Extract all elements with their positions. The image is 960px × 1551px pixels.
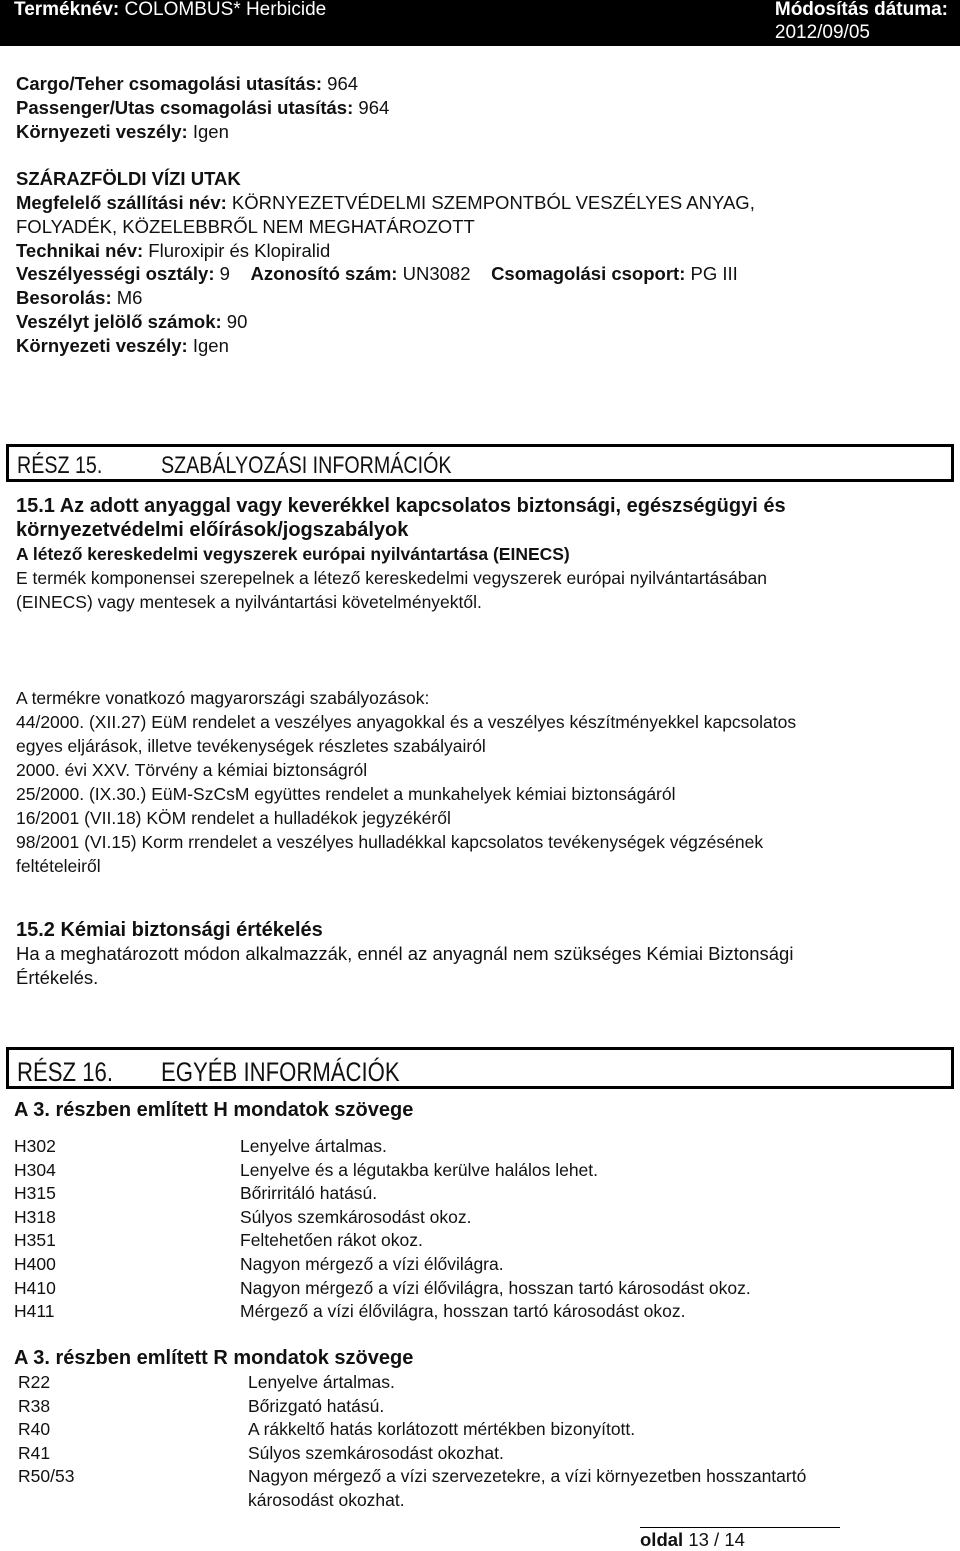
sub-15-2-title: 15.2 Kémiai biztonsági értékelés (16, 919, 323, 941)
env-hazard-value: Igen (192, 120, 229, 142)
section-15-header (6, 444, 954, 482)
un-number-label: Azonosító szám: (250, 263, 398, 285)
packing-group-label: Csomagolási csoport: (491, 263, 686, 285)
r-text: Bőrizgató hatású. (248, 1395, 385, 1416)
page-total: 14 (724, 1529, 745, 1550)
section-15-title: SZABÁLYOZÁSI INFORMÁCIÓK (161, 452, 452, 479)
table-row (18, 1372, 806, 1396)
r-code (18, 1490, 248, 1514)
h-code: H410 (14, 1277, 56, 1298)
page-current: 13 (688, 1529, 709, 1550)
r-code: R50/53 (18, 1466, 75, 1487)
h-text: Feltehetően rákot okoz. (240, 1230, 423, 1251)
table-row (18, 1419, 806, 1443)
table-row (14, 1278, 751, 1302)
classification-label: Besorolás: (16, 287, 112, 309)
table-row (14, 1254, 751, 1278)
sub-15-2 (16, 918, 951, 990)
table-row (14, 1136, 751, 1160)
r-phrases-block (14, 1347, 806, 1514)
h-text: Nagyon mérgező a vízi élővilágra, hosszan tartó károsodást okoz. (240, 1277, 751, 1298)
passenger-label: Passenger/Utas csomagolási utasítás: (16, 96, 354, 118)
hazard-class-label: Veszélyességi osztály: (16, 263, 215, 285)
env-hazard2-value: Igen (192, 334, 229, 356)
hu-regulation-line: egyes eljárások, illetve tevékenységek részletes szabályairól (16, 736, 486, 756)
revision-label: Módosítás dátuma: (774, 0, 948, 20)
h-text: Súlyos szemkárosodást okoz. (240, 1206, 472, 1227)
r-text: Lenyelve ártalmas. (248, 1372, 395, 1392)
r-code: R40 (18, 1419, 51, 1440)
h-text: Bőrirritáló hatású. (240, 1183, 378, 1204)
r-text: A rákkeltő hatás korlátozott mértékben bizonyított. (248, 1419, 636, 1440)
r-phrases-title: A 3. részben említett R mondatok szövege (14, 1347, 414, 1369)
un-number-value: UN3082 (402, 263, 471, 285)
classification-value: M6 (116, 287, 143, 309)
section-16-title: EGYÉB INFORMÁCIÓK (161, 1057, 400, 1087)
table-row (18, 1490, 806, 1514)
h-code: H400 (14, 1253, 56, 1274)
packing-group-value: PG III (690, 263, 738, 285)
section-16-header (6, 1047, 954, 1089)
r-text: Súlyos szemkárosodást okozhat. (248, 1442, 504, 1463)
shipping-name-label: Megfelelő szállítási név: (16, 191, 227, 213)
sub-15-2-text-cont: Értékelés. (16, 967, 99, 988)
table-row (14, 1230, 751, 1254)
product-name-field (14, 0, 326, 20)
page-separator: / (714, 1529, 720, 1550)
footer-rule (640, 1527, 840, 1528)
sub-15-2-text: Ha a meghatározott módon alkalmazzák, ennél az anyagnál nem szükséges Kémiai Biztonsági (16, 943, 794, 964)
h-text: Lenyelve és a légutakba kerülve halálos lehet. (240, 1159, 599, 1180)
product-name: COLOMBUS* Herbicide (124, 0, 327, 20)
r-code: R41 (18, 1442, 51, 1463)
env-hazard-label: Környezeti veszély: (16, 120, 188, 142)
shipping-name-value: KÖRNYEZETVÉDELMI SZEMPONTBÓL VESZÉLYES ANYAG, (231, 191, 755, 213)
hu-regulations (16, 686, 951, 878)
h-phrases-title: A 3. részben említett H mondatok szövege (14, 1099, 414, 1121)
r-text: károsodást okozhat. (248, 1489, 405, 1510)
transport-info (16, 72, 946, 358)
hu-regulations-title: A termékre vonatkozó magyarországi szabályozások: (16, 688, 430, 708)
h-code: H411 (14, 1301, 55, 1322)
h-code: H304 (14, 1159, 56, 1180)
document-header-bar (0, 0, 960, 46)
hu-regulation-line: 44/2000. (XII.27) EüM rendelet a veszélyes anyagokkal és a veszélyes készítményekkel kapcsolatos (16, 712, 797, 732)
table-row (14, 1207, 751, 1231)
einecs-title: A létező kereskedelmi vegyszerek európai nyilvántartása (EINECS) (16, 544, 570, 564)
shipping-name-value-cont: FOLYADÉK, KÖZELEBBRŐL NEM MEGHATÁROZOTT (16, 215, 475, 237)
hazard-id-label: Veszélyt jelölő számok: (16, 310, 222, 332)
hazard-id-value: 90 (226, 310, 248, 332)
r-text: Nagyon mérgező a vízi szervezetekre, a vízi környezetben hosszantartó (248, 1466, 807, 1487)
sub-15-1-title: 15.1 Az adott anyaggal vagy keverékkel kapcsolatos biztonsági, egészségügyi és (16, 495, 786, 517)
table-row (18, 1443, 806, 1467)
page-label: oldal (640, 1529, 684, 1550)
hazard-class-value: 9 (219, 263, 230, 285)
tech-name-label: Technikai név: (16, 239, 144, 261)
table-row (18, 1396, 806, 1420)
table-row (14, 1301, 751, 1325)
revision-date-field (775, 0, 948, 43)
h-code: H318 (14, 1206, 56, 1227)
table-row (14, 1160, 751, 1184)
h-code: H315 (14, 1183, 56, 1204)
h-text: Mérgező a vízi élővilágra, hosszan tartó károsodást okoz. (240, 1301, 686, 1322)
table-row (18, 1466, 806, 1490)
env-hazard2-label: Környezeti veszély: (16, 334, 188, 356)
r-code: R38 (18, 1395, 51, 1416)
page-number (640, 1529, 745, 1551)
h-text: Nagyon mérgező a vízi élővilágra. (240, 1253, 504, 1274)
hu-regulation-line: 2000. évi XXV. Törvény a kémiai biztonságról (16, 760, 368, 780)
einecs-text: E termék komponensei szerepelnek a létező kereskedelmi vegyszerek európai nyilvántartásában (16, 568, 767, 588)
passenger-value: 964 (358, 96, 390, 118)
hu-regulation-line: 98/2001 (VI.15) Korm rrendelet a veszélyes hulladékkal kapcsolatos tevékenységek végzésének (16, 832, 764, 852)
section-15-number: RÉSZ 15. (17, 452, 103, 479)
hu-regulation-line: feltételeiről (16, 856, 101, 876)
h-text: Lenyelve ártalmas. (240, 1136, 387, 1156)
section-16-number: RÉSZ 16. (17, 1057, 113, 1087)
hu-regulation-line: 16/2001 (VII.18) KÖM rendelet a hulladékok jegyzékéről (16, 808, 451, 828)
hu-regulation-line: 25/2000. (IX.30.) EüM-SzCsM együttes rendelet a munkahelyek kémiai biztonságáról (16, 784, 676, 804)
cargo-label: Cargo/Teher csomagolási utasítás: (16, 73, 323, 94)
h-phrases-table (14, 1136, 751, 1325)
revision-date: 2012/09/05 (774, 22, 870, 43)
tech-name-value: Fluroxipir és Klopiralid (148, 239, 331, 261)
sub-15-1-title-cont: környezetvédelmi előírások/jogszabályok (16, 519, 409, 541)
cargo-value: 964 (327, 73, 359, 94)
einecs-text-cont: (EINECS) vagy mentesek a nyilvántartási követelményektől. (16, 592, 482, 612)
inland-waterways-title: SZÁRAZFÖLDI VÍZI UTAK (16, 168, 241, 190)
product-label: Terméknév: (14, 0, 120, 20)
table-row (14, 1183, 751, 1207)
r-phrases-table (18, 1372, 806, 1514)
h-code: H351 (14, 1230, 56, 1251)
h-code: H302 (14, 1136, 56, 1156)
section-15-body (16, 494, 951, 614)
h-phrases-block (14, 1099, 751, 1325)
r-code: R22 (18, 1372, 51, 1392)
